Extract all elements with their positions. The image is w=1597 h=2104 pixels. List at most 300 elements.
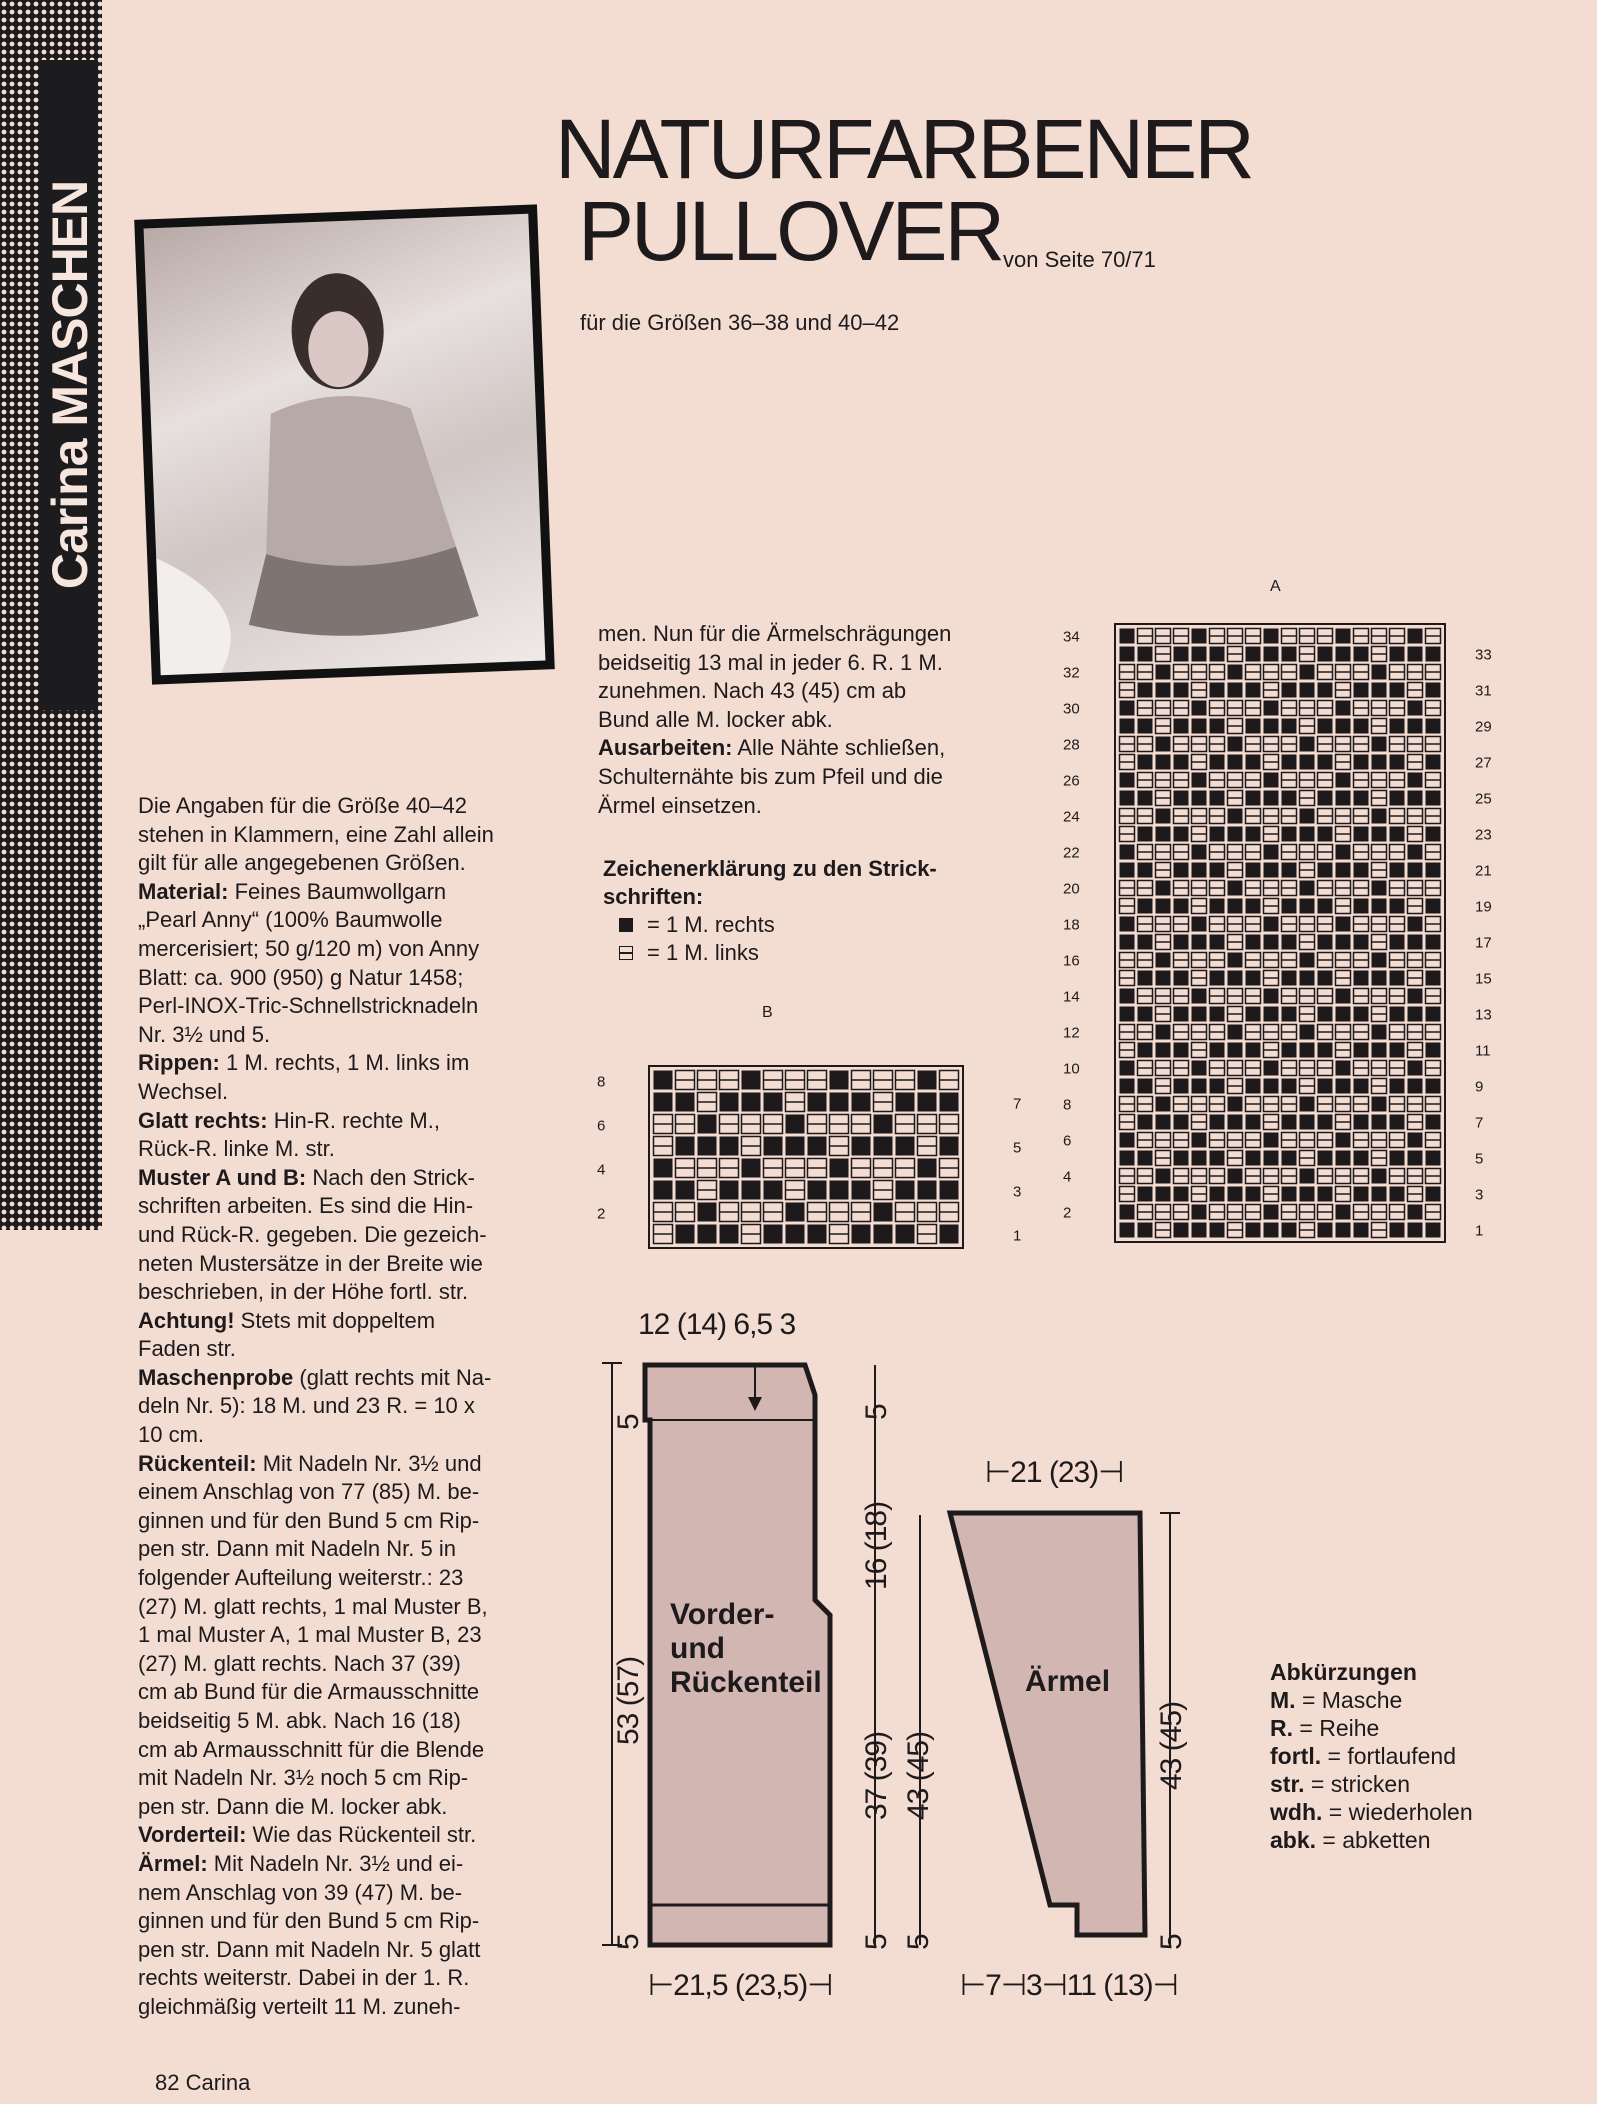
chart-a-cell — [1120, 881, 1135, 896]
chart-a-cell — [1336, 1079, 1351, 1094]
dimension-bottom: ⊢21,5 (23,5)⊣ — [648, 1969, 833, 2002]
chart-a-cell — [1264, 1097, 1279, 1112]
chart-b-cell — [918, 1181, 937, 1200]
chart-a-cell — [1354, 1061, 1369, 1076]
text-line — [138, 1821, 608, 1850]
legend-title: Zeichenerklärung zu den Strick- — [603, 856, 937, 881]
abbreviation-key: fortl. — [1270, 1743, 1322, 1769]
chart-a-cell — [1426, 1007, 1441, 1022]
chart-a-cell — [1228, 1079, 1243, 1094]
chart-a-cell — [1354, 917, 1369, 932]
text-line — [138, 1335, 608, 1364]
text-line-label: Ärmel: — [138, 1850, 208, 1876]
chart-a-cell — [1408, 1061, 1423, 1076]
chart-a-cell — [1174, 809, 1189, 824]
chart-a-cell — [1282, 899, 1297, 914]
chart-a-cell — [1354, 1151, 1369, 1166]
chart-a-cell — [1246, 629, 1261, 644]
chart-a-cell — [1228, 845, 1243, 860]
chart-a-cell — [1408, 1133, 1423, 1148]
text-line — [138, 821, 608, 850]
chart-a-row-number-right: 21 — [1475, 862, 1492, 880]
chart-a-cell — [1282, 665, 1297, 680]
chart-a-cell — [1228, 1151, 1243, 1166]
text-line-body: stehen in Klammern, eine Zahl allein — [138, 821, 494, 847]
chart-a-cell — [1354, 719, 1369, 734]
chart-a-cell — [1120, 683, 1135, 698]
chart-a-cell — [1156, 1097, 1171, 1112]
chart-a-cell — [1426, 1115, 1441, 1130]
chart-a-cell — [1156, 1187, 1171, 1202]
chart-a-cell — [1354, 1223, 1369, 1238]
chart-a-cell — [1120, 1205, 1135, 1220]
chart-a-cell — [1138, 665, 1153, 680]
chart-a-cell — [1246, 935, 1261, 950]
chart-a-cell — [1174, 935, 1189, 950]
chart-a-cell — [1192, 701, 1207, 716]
chart-a-cell — [1174, 1079, 1189, 1094]
dimension-bottom-rib-left: 5 — [612, 1934, 645, 1950]
chart-a-cell — [1192, 737, 1207, 752]
chart-a-cell — [1192, 791, 1207, 806]
chart-a-cell — [1354, 809, 1369, 824]
chart-a-cell — [1264, 1169, 1279, 1184]
text-line — [138, 1307, 608, 1336]
chart-b-cell — [764, 1159, 783, 1178]
chart-a-cell — [1318, 917, 1333, 932]
chart-b-cell — [764, 1093, 783, 1112]
chart-b-cell — [654, 1181, 673, 1200]
chart-a-cell — [1156, 647, 1171, 662]
text-line — [138, 1593, 608, 1622]
chart-a-cell — [1138, 1025, 1153, 1040]
chart-a-cell — [1210, 755, 1225, 770]
chart-a-cell — [1426, 755, 1441, 770]
chart-a-cell — [1228, 701, 1243, 716]
text-line — [138, 1507, 608, 1536]
chart-a-cell — [1228, 1061, 1243, 1076]
chart-b-cell — [830, 1137, 849, 1156]
chart-a-cell — [1264, 1007, 1279, 1022]
chart-a-cell — [1390, 1151, 1405, 1166]
text-line-label: Achtung! — [138, 1307, 235, 1333]
chart-a-cell — [1156, 1061, 1171, 1076]
text-line-body: mit Nadeln Nr. 3½ noch 5 cm Rip- — [138, 1765, 469, 1791]
chart-a-cell — [1138, 827, 1153, 842]
chart-a-row-number-right: 9 — [1475, 1078, 1484, 1096]
chart-a-cell — [1210, 899, 1225, 914]
chart-a-cell — [1246, 683, 1261, 698]
abbreviation-key: M. — [1270, 1687, 1296, 1713]
chart-a-cell — [1210, 1169, 1225, 1184]
chart-b-cell — [918, 1159, 937, 1178]
chart-a-cell — [1138, 683, 1153, 698]
chart-a-cell — [1282, 773, 1297, 788]
dimension-sleeve-bottom: ⊢7⊣3⊣11 (13)⊣ — [960, 1969, 1178, 2002]
purl-symbol-icon — [619, 946, 633, 960]
chart-a-cell — [1246, 863, 1261, 878]
chart-b-cell — [808, 1115, 827, 1134]
chart-a-cell — [1228, 683, 1243, 698]
chart-a-cell — [1426, 1043, 1441, 1058]
text-line — [138, 1450, 608, 1479]
chart-a-cell — [1246, 1025, 1261, 1040]
chart-a-cell — [1210, 863, 1225, 878]
text-line-body: zunehmen. Nach 43 (45) cm ab — [598, 678, 907, 704]
text-line — [138, 906, 608, 935]
dimension-sleeve-right-rib: 5 — [1155, 1934, 1188, 1950]
chart-a-row-number-left: 24 — [1063, 808, 1080, 826]
chart-a-cell — [1228, 917, 1243, 932]
text-line-body: Ärmel einsetzen. — [598, 792, 762, 818]
chart-b-cell — [830, 1225, 849, 1244]
chart-a-cell — [1192, 1097, 1207, 1112]
chart-a-cell — [1246, 1079, 1261, 1094]
chart-b-cell — [918, 1225, 937, 1244]
chart-b-cell — [720, 1159, 739, 1178]
chart-a-cell — [1354, 647, 1369, 662]
chart-a-cell — [1156, 809, 1171, 824]
body-piece-label: Vorder- und Rückenteil — [670, 1598, 822, 1699]
chart-a-cell — [1300, 899, 1315, 914]
chart-a-cell — [1408, 1115, 1423, 1130]
chart-a-cell — [1318, 647, 1333, 662]
chart-a-cell — [1228, 1187, 1243, 1202]
chart-b-cell — [786, 1225, 805, 1244]
chart-a-cell — [1354, 827, 1369, 842]
chart-a-cell — [1372, 809, 1387, 824]
chart-a-cell — [1210, 629, 1225, 644]
chart-a-row-number-right: 19 — [1475, 898, 1492, 916]
chart-b-cell — [896, 1203, 915, 1222]
chart-a-cell — [1174, 629, 1189, 644]
chart-a-cell — [1390, 827, 1405, 842]
text-line — [138, 1621, 608, 1650]
chart-a-cell — [1318, 737, 1333, 752]
chart-a-cell — [1120, 1223, 1135, 1238]
chart-a-cell — [1210, 773, 1225, 788]
chart-a-cell — [1246, 1007, 1261, 1022]
chart-a-cell — [1246, 737, 1261, 752]
chart-b-cell — [654, 1093, 673, 1112]
chart-a-cell — [1300, 1097, 1315, 1112]
chart-a-cell — [1408, 917, 1423, 932]
chart-a-cell — [1246, 1061, 1261, 1076]
chart-a-cell — [1156, 935, 1171, 950]
chart-a-cell — [1282, 863, 1297, 878]
text-line-body: folgender Aufteilung weiterstr.: 23 — [138, 1565, 464, 1591]
chart-a-cell — [1300, 629, 1315, 644]
chart-a-cell — [1156, 1169, 1171, 1184]
chart-a-cell — [1318, 1061, 1333, 1076]
chart-b-cell — [654, 1225, 673, 1244]
chart-b-cell — [808, 1181, 827, 1200]
abbreviation-meaning: = Reihe — [1293, 1715, 1380, 1741]
chart-a-cell — [1372, 863, 1387, 878]
chart-a-cell — [1210, 1043, 1225, 1058]
dimension-armhole-height: 16 (18) — [860, 1501, 893, 1590]
chart-b-cell — [830, 1071, 849, 1090]
chart-b-cell — [896, 1071, 915, 1090]
chart-b-cell — [742, 1203, 761, 1222]
chart-a-cell — [1210, 1007, 1225, 1022]
chart-a-cell — [1138, 917, 1153, 932]
chart-a-cell — [1300, 1079, 1315, 1094]
chart-a-cell — [1138, 1133, 1153, 1148]
abbreviation-item — [1270, 1686, 1473, 1714]
chart-a-cell — [1138, 953, 1153, 968]
chart-b-cell — [940, 1093, 959, 1112]
legend-knit-row — [603, 911, 1023, 939]
chart-a-cell — [1354, 1205, 1369, 1220]
chart-a-cell — [1336, 881, 1351, 896]
chart-a-cell — [1300, 953, 1315, 968]
chart-a-cell — [1318, 773, 1333, 788]
text-line-body: Bund alle M. locker abk. — [598, 706, 833, 732]
chart-a-cell — [1120, 1097, 1135, 1112]
text-line-body: pen str. Dann die M. locker abk. — [138, 1793, 448, 1819]
chart-a-cell — [1264, 647, 1279, 662]
chart-b-row-number-right: 5 — [1013, 1139, 1022, 1157]
chart-a-cell — [1174, 899, 1189, 914]
chart-a-row-number-right: 15 — [1475, 970, 1492, 988]
chart-a-cell — [1156, 989, 1171, 1004]
chart-b-cell — [698, 1181, 717, 1200]
chart-a-cell — [1408, 845, 1423, 860]
chart-a-cell — [1228, 1007, 1243, 1022]
chart-a-cell — [1138, 1097, 1153, 1112]
chart-a-cell — [1192, 1151, 1207, 1166]
chart-a-cell — [1282, 1079, 1297, 1094]
text-line-body: und Rück-R. gegeben. Die gezeich- — [138, 1221, 487, 1247]
chart-a-cell — [1210, 1133, 1225, 1148]
chart-a-cell — [1120, 1079, 1135, 1094]
chart-a-cell — [1264, 1079, 1279, 1094]
chart-b-cell — [676, 1203, 695, 1222]
chart-a-cell — [1354, 791, 1369, 806]
chart-a-row-number-left: 4 — [1063, 1168, 1072, 1186]
chart-a-cell — [1408, 701, 1423, 716]
chart-a-cell — [1210, 737, 1225, 752]
chart-a-cell — [1156, 953, 1171, 968]
chart-a-cell — [1120, 1007, 1135, 1022]
legend-title-cont: schriften: — [603, 884, 704, 909]
text-line-body: pen str. Dann mit Nadeln Nr. 5 glatt — [138, 1936, 481, 1962]
chart-a-cell — [1120, 629, 1135, 644]
text-line — [138, 935, 608, 964]
chart-a-cell — [1282, 827, 1297, 842]
chart-a-cell — [1264, 971, 1279, 986]
chart-a-cell — [1264, 1151, 1279, 1166]
chart-a-cell — [1156, 845, 1171, 860]
chart-a-cell — [1408, 647, 1423, 662]
chart-b-cell — [654, 1203, 673, 1222]
chart-a-cell — [1354, 629, 1369, 644]
chart-a-cell — [1426, 971, 1441, 986]
chart-b-cell — [742, 1093, 761, 1112]
chart-b-cell — [742, 1115, 761, 1134]
text-line — [598, 677, 1043, 706]
chart-a-cell — [1264, 1043, 1279, 1058]
text-line-body: ginnen und für den Bund 5 cm Rip- — [138, 1507, 480, 1533]
chart-a-cell — [1390, 791, 1405, 806]
chart-a-cell — [1228, 899, 1243, 914]
chart-b-cell — [918, 1115, 937, 1134]
chart-a-cell — [1174, 1151, 1189, 1166]
chart-a-cell — [1300, 1061, 1315, 1076]
abbreviation-meaning: = wiederholen — [1322, 1799, 1473, 1825]
chart-a-cell — [1246, 827, 1261, 842]
chart-a-cell — [1282, 1097, 1297, 1112]
chart-a-cell — [1426, 791, 1441, 806]
chart-a-cell — [1210, 971, 1225, 986]
chart-a-cell — [1174, 1061, 1189, 1076]
chart-a-cell — [1120, 737, 1135, 752]
chart-b-cell — [852, 1203, 871, 1222]
chart-a-cell — [1156, 863, 1171, 878]
chart-a-cell — [1372, 1025, 1387, 1040]
chart-a-cell — [1372, 1079, 1387, 1094]
chart-a-cell — [1408, 1205, 1423, 1220]
chart-a-cell — [1120, 1187, 1135, 1202]
chart-a-cell — [1318, 1133, 1333, 1148]
chart-a-cell — [1318, 845, 1333, 860]
chart-a-cell — [1138, 1007, 1153, 1022]
chart-a-cell — [1264, 1025, 1279, 1040]
dimension-top: 12 (14) 6,5 3 — [638, 1308, 796, 1341]
chart-a-cell — [1336, 737, 1351, 752]
legend — [603, 855, 1023, 967]
chart-a-cell — [1336, 863, 1351, 878]
chart-a-row-number-left: 34 — [1063, 628, 1080, 646]
chart-a-cell — [1426, 899, 1441, 914]
chart-a-row-number-right: 31 — [1475, 682, 1492, 700]
chart-a-cell — [1120, 647, 1135, 662]
chart-a-row-number-right: 29 — [1475, 718, 1492, 736]
chart-a-cell — [1138, 755, 1153, 770]
chart-a-cell — [1156, 773, 1171, 788]
chart-b-row-number-right: 7 — [1013, 1095, 1022, 1113]
chart-a-cell — [1282, 1115, 1297, 1130]
chart-a-row-number-left: 20 — [1063, 880, 1080, 898]
chart-a-cell — [1138, 1169, 1153, 1184]
chart-a-cell — [1426, 1169, 1441, 1184]
chart-a-cell — [1192, 863, 1207, 878]
chart-a-cell — [1426, 917, 1441, 932]
chart-a-cell — [1246, 917, 1261, 932]
chart-a-cell — [1120, 899, 1135, 914]
text-line — [138, 1192, 608, 1221]
chart-a-cell — [1390, 755, 1405, 770]
chart-a-cell — [1264, 1205, 1279, 1220]
text-line-body: Feines Baumwollgarn — [228, 878, 447, 904]
chart-a-cell — [1336, 1187, 1351, 1202]
chart-a-cell — [1174, 1187, 1189, 1202]
abbreviations-list — [1270, 1686, 1473, 1854]
chart-a-cell — [1192, 647, 1207, 662]
chart-a-cell — [1174, 755, 1189, 770]
chart-a-cell — [1300, 989, 1315, 1004]
chart-a-cell — [1174, 1097, 1189, 1112]
chart-a-cell — [1408, 1097, 1423, 1112]
chart-b-cell — [786, 1203, 805, 1222]
text-line-body: 1 M. rechts, 1 M. links im — [219, 1050, 470, 1076]
chart-b-cell — [852, 1225, 871, 1244]
chart-a-cell — [1408, 953, 1423, 968]
chart-a-cell — [1174, 737, 1189, 752]
chart-a-cell — [1138, 1205, 1153, 1220]
chart-b-cell — [896, 1093, 915, 1112]
chart-a-cell — [1228, 809, 1243, 824]
chart-a-cell — [1228, 935, 1243, 950]
chart-b-cell — [874, 1203, 893, 1222]
chart-a-cell — [1426, 1223, 1441, 1238]
chart-a-cell — [1372, 989, 1387, 1004]
chart-a-cell — [1318, 791, 1333, 806]
chart-b-cell — [742, 1071, 761, 1090]
chart-a-frame — [1115, 624, 1445, 1242]
chart-a-cell — [1390, 701, 1405, 716]
chart-a-cell — [1264, 827, 1279, 842]
chart-a-cell — [1174, 989, 1189, 1004]
chart-a-cell — [1120, 719, 1135, 734]
chart-a-cell — [1264, 1133, 1279, 1148]
abbreviation-key: wdh. — [1270, 1799, 1323, 1825]
chart-a-cell — [1228, 755, 1243, 770]
chart-b-cell — [698, 1137, 717, 1156]
abbreviation-key: abk. — [1270, 1827, 1317, 1853]
chart-a-cell — [1300, 935, 1315, 950]
chart-b-cell — [786, 1159, 805, 1178]
chart-a-cell — [1174, 1169, 1189, 1184]
text-line-body: neten Mustersätze in der Breite wie — [138, 1250, 483, 1276]
chart-a-cell — [1318, 719, 1333, 734]
chart-b-frame — [649, 1066, 963, 1248]
chart-a-cell — [1372, 1043, 1387, 1058]
chart-a-cell — [1210, 791, 1225, 806]
chart-a-cell — [1192, 1223, 1207, 1238]
text-line — [138, 849, 608, 878]
chart-a-cell — [1372, 1223, 1387, 1238]
text-line-body: pen str. Dann mit Nadeln Nr. 5 in — [138, 1536, 456, 1562]
chart-a-cell — [1192, 971, 1207, 986]
chart-a-cell — [1282, 971, 1297, 986]
chart-a-cell — [1228, 863, 1243, 878]
chart-a-cell — [1390, 1187, 1405, 1202]
chart-a-cell — [1318, 1205, 1333, 1220]
chart-a-cell — [1336, 935, 1351, 950]
chart-a-cell — [1228, 1133, 1243, 1148]
chart-a-cell — [1372, 719, 1387, 734]
chart-a-cell — [1120, 701, 1135, 716]
text-line — [138, 1392, 608, 1421]
chart-b-cell — [720, 1225, 739, 1244]
chart-a-cell — [1138, 899, 1153, 914]
chart-a-cell — [1192, 1007, 1207, 1022]
chart-a-cell — [1390, 935, 1405, 950]
text-line — [598, 620, 1043, 649]
chart-a-cell — [1264, 737, 1279, 752]
chart-a-cell — [1426, 1025, 1441, 1040]
chart-a-cell — [1192, 719, 1207, 734]
chart-a-cell — [1282, 989, 1297, 1004]
text-line — [138, 1161, 608, 1193]
chart-a-cell — [1138, 1079, 1153, 1094]
chart-a-cell — [1156, 629, 1171, 644]
chart-b-cell — [698, 1159, 717, 1178]
chart-a-cell — [1156, 1223, 1171, 1238]
chart-b-cell — [830, 1203, 849, 1222]
